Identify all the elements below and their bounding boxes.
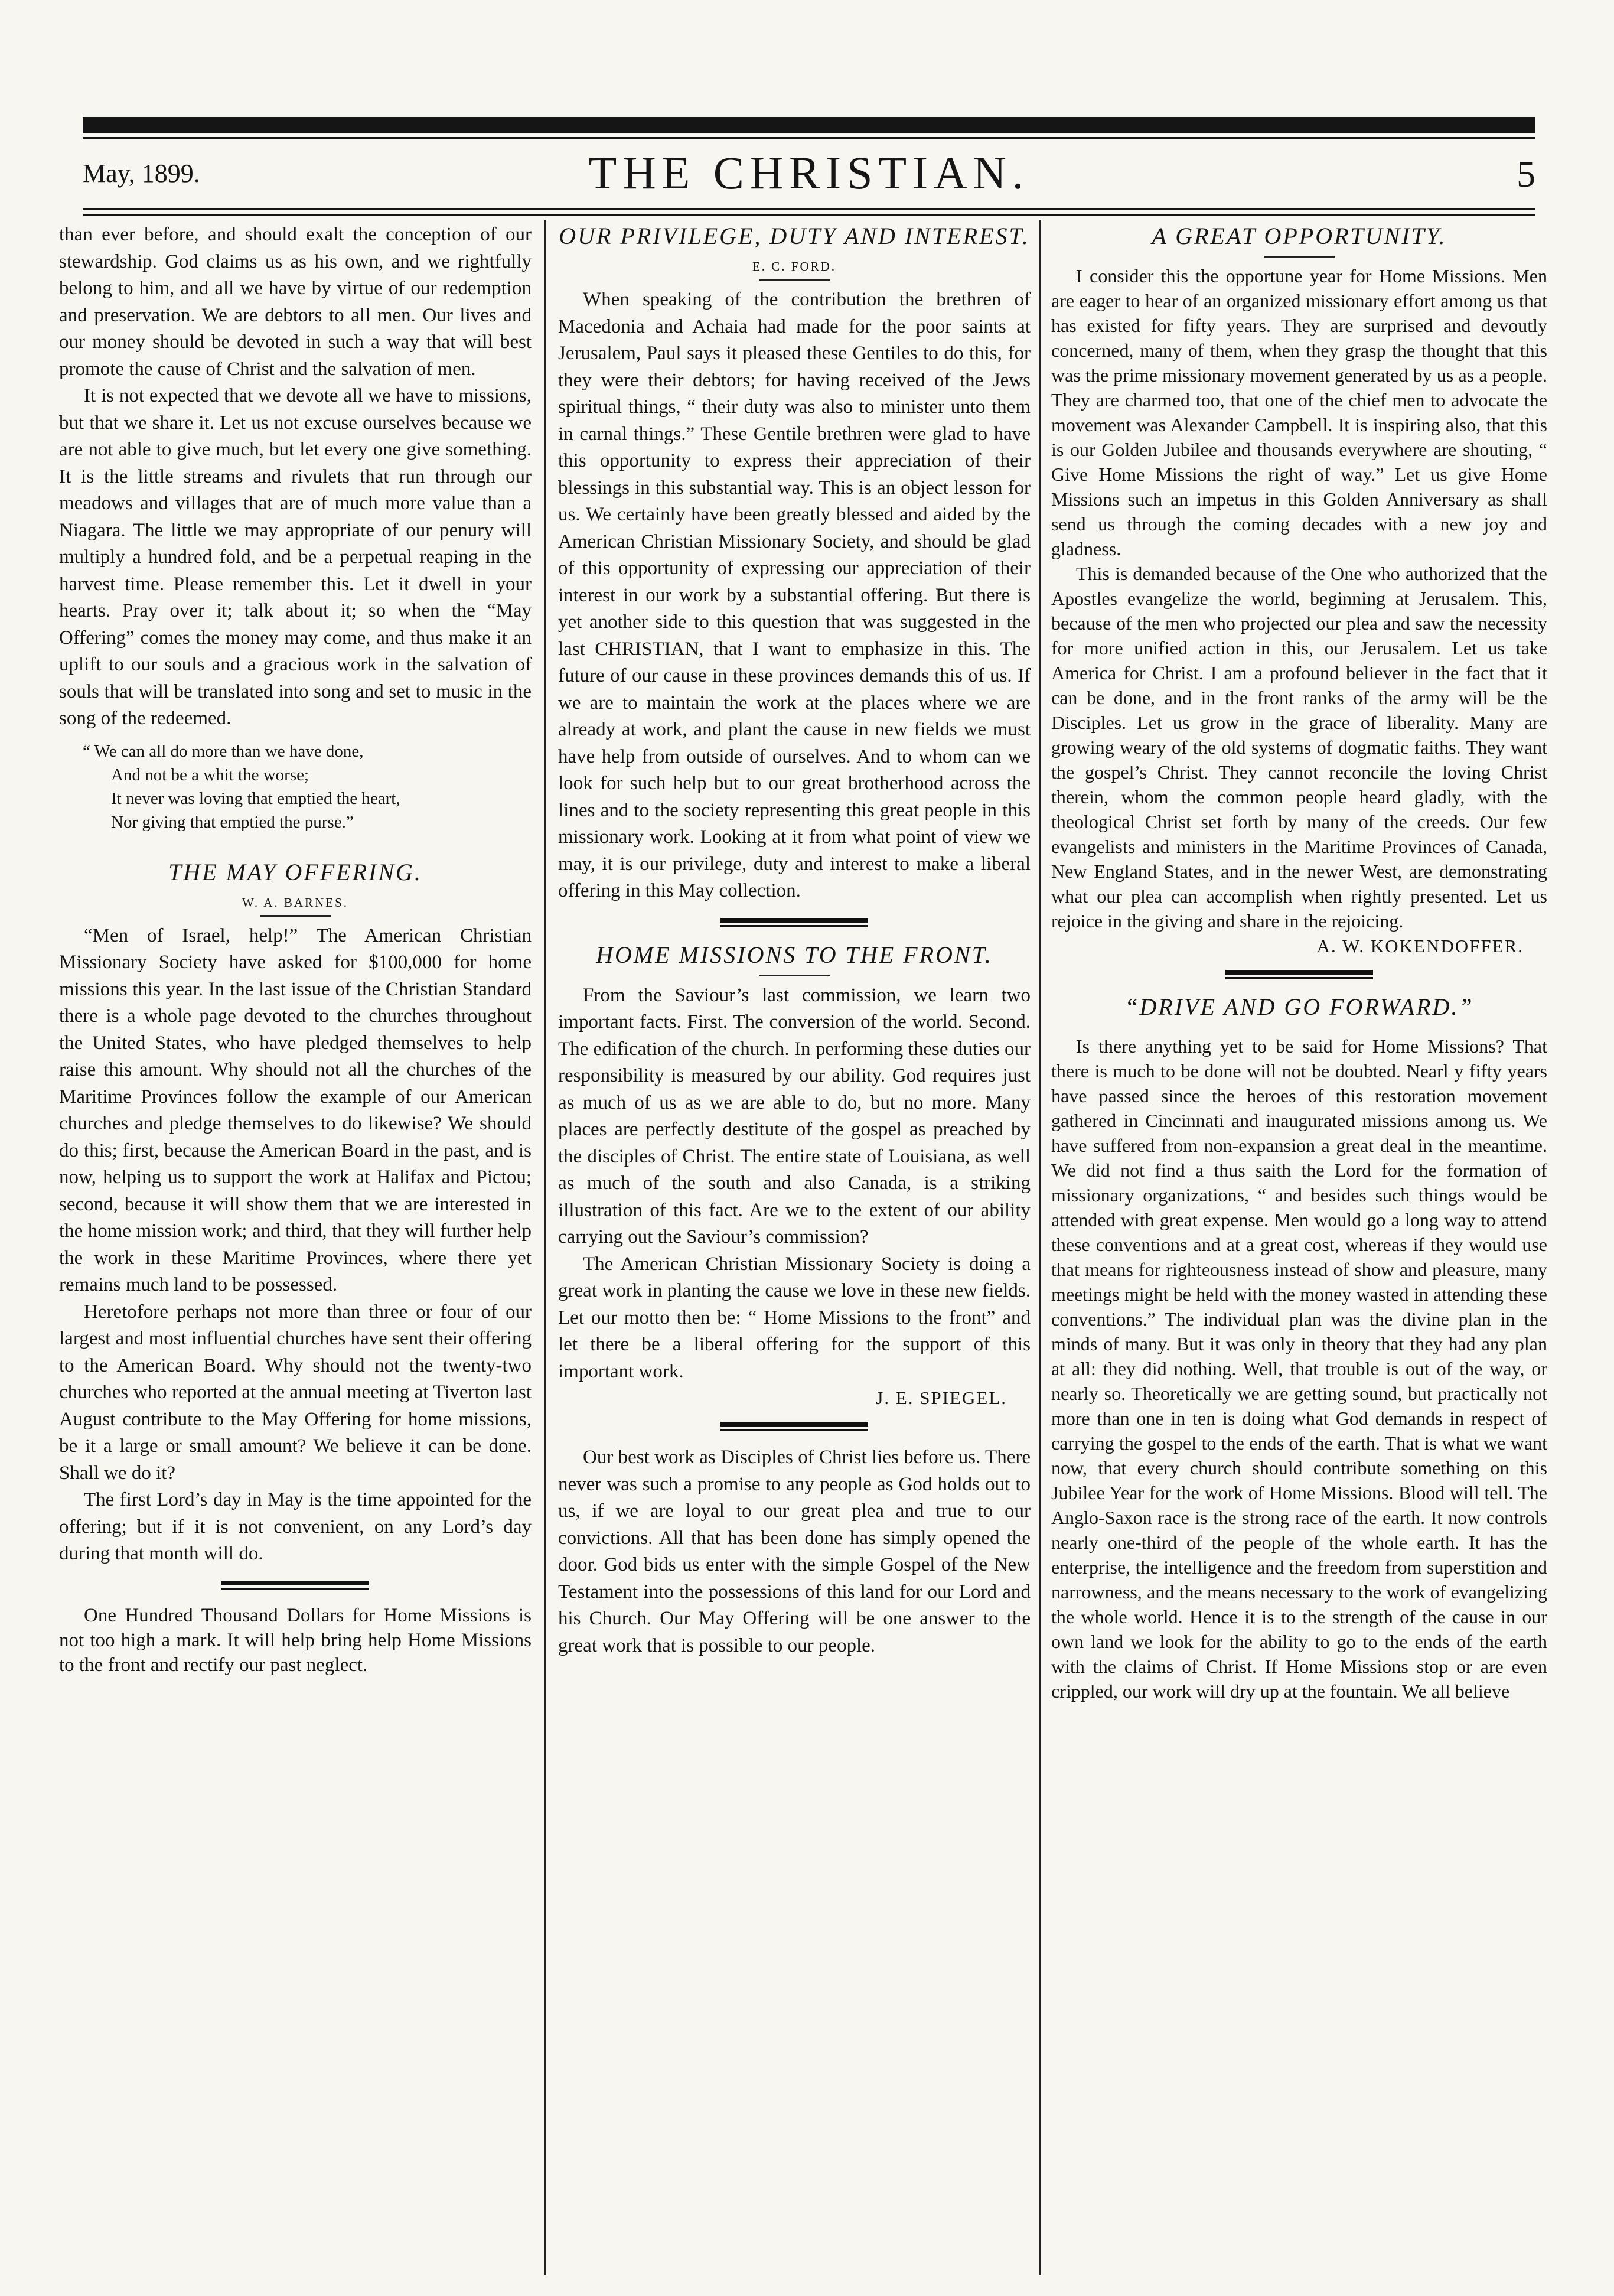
short-rule [759, 279, 830, 281]
top-rule [83, 117, 1535, 133]
byline: W. A. BARNES. [242, 895, 348, 910]
column-divider-1 [544, 220, 546, 2275]
newspaper-title: THE CHRISTIAN. [588, 147, 1030, 198]
article-title: “DRIVE AND GO FORWARD.” [1124, 994, 1474, 1020]
short-rule [260, 915, 331, 917]
signature: J. E. SPIEGEL. [876, 1388, 1007, 1408]
article-title: OUR PRIVILEGE, DUTY AND INTEREST. [559, 223, 1030, 249]
article-paragraph: When speaking of the contribution the brethren of Macedonia and Achaia had made for the poor saints at Jerusalem, Paul says it pleased these Gentiles to do this, for they were their debtors; for having received of the Jews spiritual things, “ their duty was also to minister unto them in carnal things.” These Gentile brethren were glad to have this opportunity to express their appreciation of their blessings in this substantial way. This is an object lesson for us. We certainly have been greatly blessed and aided by the American Christian Missionary Society, and should be glad of this opportunity of expressing our appreciation of their interest in our work by a substantial offering. But there is yet another side to this question that was suggested in the last CHRISTIAN, that I want to emphasize in this. The future of our cause in these provinces demands this of us. If we are to maintain the work at the places where we are already at work, and plant the cause in new fields we must have help from outside of ourselves. And to whom can we look for such help but to our great brotherhood across the lines and to the society representing this great people in this missionary work. Looking at it from what point of view we may, it is our privilege, duty and interest to make a liberal offering in this May collection. [558, 289, 1031, 901]
article-paragraph: I consider this the opportune year for Home Missions. Men are eager to hear of an organized missionary effort among us that has existed for fifty years. They are surprised and devoutly concerned, many of them, when they grasp the thought that this was the prime missionary movement generated by us as a people. They are charmed too, that one of the chief men to advocate the movement was Alexander Campbell. It is inspiring also, that this is our Golden Jubilee and thousands everywhere are shouting, “ Give Home Missions the right of way.” Let us give Home Missions such an impetus in this Golden Anniversary as shall send us through the coming decades with a new joy and gladness. [1051, 265, 1547, 559]
article-paragraph: Our best work as Disciples of Christ lies before us. There never was such a promise to any people as God holds out to us, if we are loyal to our great plea and true to our convictions. All that has been done has simply opened the door. God bids us enter with the simple Gospel of the New Testament into the possessions of this land for our Lord and his Church. Our May Offering will be one answer to the great work that is possible to our people. [558, 1447, 1031, 1656]
article-title: A GREAT OPPORTUNITY. [1152, 223, 1447, 249]
article-paragraph: This is demanded because of the One who authorized that the Apostles evangelize the world, beginning at Jerusalem. This, because of the men who projected our plea and saw the necessity for more unified action in this, our Jerusalem. Let us take America for Christ. I am a profound believer in the fact that it can be done, and in the front ranks of the army will be the Disciples. Let us grow in the grace of liberality. Many are growing weary of the old systems of dogmatic faiths. They want the gospel’s Christ. They cannot reconcile the loving Christ therein, whom the common people heard gladly, with the theological Christ set forth by many of the creeds. Our few evangelists and ministers in the Maritime Provinces of Canada, New England States, and in the newer West, are demonstrating what our plea can accomplish when rightly presented. Let us rejoice in the giving and share in the rejoicing. [1051, 563, 1547, 932]
column-divider-2 [1039, 220, 1041, 2275]
article-paragraph: The American Christian Missionary Society is doing a great work in planting the cause we love in these new fields. Let our motto then be: “ Home Missions to the front” and let there be a liberal offering for the support of this important work. [558, 1253, 1031, 1382]
article-paragraph: Heretofore perhaps not more than three or four of our largest and most influential churches have sent their offering to the American Board. Why should not the twenty-two churches who reported at the annual meeting at Tiverton last August contribute to the May Offering for home missions, be it a large or small amount? We believe it can be done. Shall we do it? [59, 1301, 532, 1484]
poem [83, 740, 532, 834]
article-title: THE MAY OFFERING. [168, 858, 422, 885]
masthead-rule-2 [83, 214, 1535, 216]
masthead [83, 146, 1535, 206]
section-separator [720, 918, 868, 927]
column-3 [1051, 222, 1547, 1704]
article-paragraph: The first Lord’s day in May is the time appointed for the offering; but if it is not convenient, on any Lord’s day during that month will do. [59, 1489, 532, 1564]
section-separator [221, 1581, 369, 1590]
top-rule-thin [83, 137, 1535, 139]
poem-line: Nor giving that emptied the purse.” [111, 812, 354, 832]
column-2 [558, 222, 1031, 1659]
section-separator [1225, 970, 1373, 979]
article-paragraph: Is there anything yet to be said for Home Missions? That there is much to be done will not be doubted. Nearl y fifty years have passed since the heroes of this restoration movement gathered in Cincinnati and inaugurated missions among us. We have suffered from non-expansion a great deal in the meantime. We did not find a thus saith the Lord for the formation of missionary organizations, “ and besides such things would be attended with great expense. Men would go a long way to attend these conventions and at a great cost, whereas if they would use that means for righteousness instead of show and pleasure, many meetings might be held with the money wasted in attending these conventions.” The individual plan was the divine plan in the minds of many. But it was only in theory that they had any plan at all: they did nothing. Well, that trouble is out of the way, or nearly so. Theoretically we are getting sound, but practically not more than one in ten is doing what God demands in respect of carrying the gospel to the ends of the earth. That is what we want now, that every church should contribute something on this Jubilee Year for the work of Home Missions. Blood will tell. The Anglo-Saxon race is the strong race of the earth. It now controls nearly one-third of the people of the whole earth. It has the enterprise, the intelligence and the freedom from superstition and narrowness, and the means necessary to the work of evangelizing the whole world. Hence it is to the strength of the cause in our own land we look for the ability to go to the ends of the earth with the claims of Christ. If Home Missions stop or are even crippled, our work will dry up at the fountain. We all believe [1051, 1035, 1547, 1702]
column-1 [59, 222, 532, 1678]
short-rule [759, 975, 830, 976]
continued-paragraph-1: than ever before, and should exalt the conception of our stewardship. God claims us as his own, and we rightfully belong to him, and all we have by virtue of our redemption and preservation. We are debtors to all men. Our lives and our money should be devoted in such a way that will best promote the cause of Christ and the salvation of men. [59, 224, 532, 380]
issue-date: May, 1899. [83, 159, 200, 188]
section-separator [720, 1422, 868, 1431]
continued-paragraph-2: It is not expected that we devote all we have to missions, but that we share it. Let us not excuse ourselves because we are not able to give much, but let every one give something. It is the little streams and rivulets that run through our meadows and villages that are of much more value than a Niagara. The little we may appropriate of our penury will multiply a hundred fold, and be a perpetual reaping in the harvest time. Please remember this. Let it dwell in your hearts. Pray over it; talk about it; so when the “May Offering” comes the money may come, and thus make it an uplift to our souls and a gracious work in the salvation of souls that will be translated into song and set to music in the song of the redeemed. [59, 385, 532, 729]
masthead-rule [83, 208, 1535, 210]
poem-line: And not be a whit the worse; [111, 765, 309, 784]
byline: E. C. FORD. [752, 259, 837, 273]
article-paragraph: “Men of Israel, help!” The American Christian Missionary Society have asked for $100,000 for home missions this year. In the last issue of the Christian Standard there is a whole page devoted to the churches throughout the United States, who have pledged themselves to help raise this amount. Why should not all the churches of the Maritime Provinces follow the example of our American churches and pledge themselves to do likewise? We should do this; first, because the American Board in the past, and is now, helping us to support the work at Halifax and Pictou; second, because it will show them that we are interested in the home mission work; and third, that they will further help the work in these Maritime Provinces, where there yet remains much land to be possessed. [59, 924, 532, 1295]
short-rule [1264, 256, 1335, 258]
article-paragraph: From the Saviour’s last commission, we learn two important facts. First. The conversion of the world. Second. The edification of the church. In performing these duties our responsibility is measured by our ability. God requires just as much of us as we are able to do, but no more. Many places are perfectly destitute of the gospel as preached by the disciples of Christ. The entire state of Louisiana, as well as much of the south and also Canada, is a striking illustration of this fact. Are we to the extent of our ability carrying out the Saviour’s commission? [558, 984, 1031, 1248]
signature: A. W. KOKENDOFFER. [1316, 936, 1524, 956]
poem-line: It never was loving that emptied the heart, [111, 789, 400, 808]
closing-note: One Hundred Thousand Dollars for Home Missions is not too high a mark. It will help bring help Home Missions to the front and rectify our past neglect. [59, 1604, 532, 1676]
page-number: 5 [1517, 153, 1535, 195]
poem-line: “ We can all do more than we have done, [83, 741, 364, 761]
article-title: HOME MISSIONS TO THE FRONT. [596, 941, 993, 968]
